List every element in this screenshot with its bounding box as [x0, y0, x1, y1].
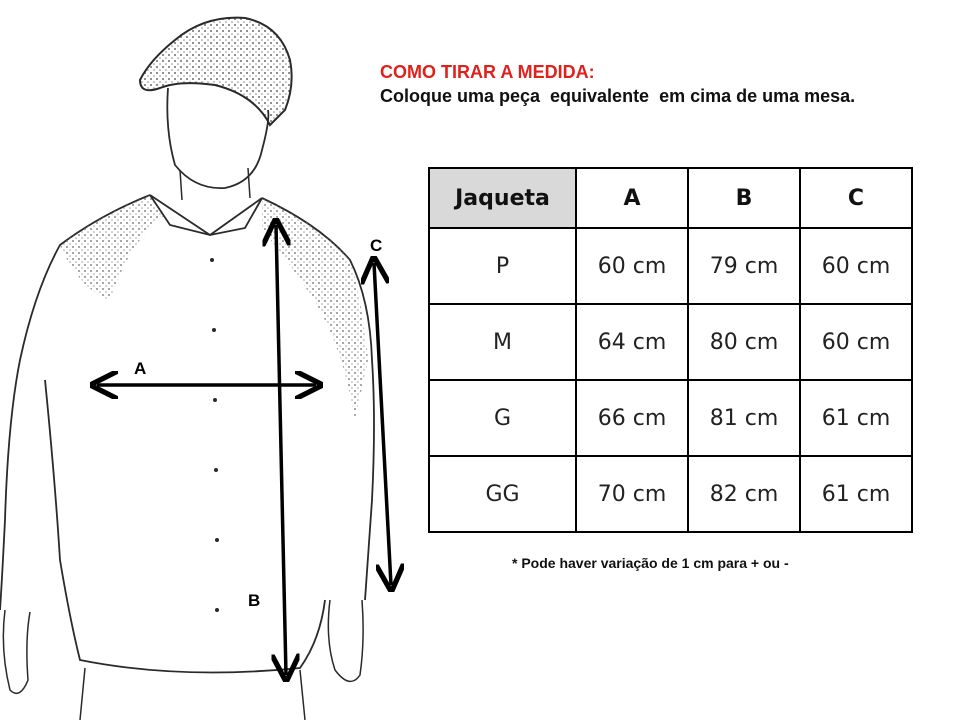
measure-cell: 64 cm: [576, 304, 688, 380]
variation-note: * Pode haver variação de 1 cm para + ou -: [512, 555, 789, 571]
table-row: [429, 304, 912, 380]
button-row: [210, 258, 219, 612]
heading-instruction: Coloque uma peça equivalente em cima de uma mesa.: [380, 86, 856, 106]
label-b: B: [248, 591, 261, 610]
pants-outline: [80, 668, 305, 720]
table-row: [429, 456, 912, 532]
right-hand-outline: [328, 600, 363, 681]
measure-cell: 80 cm: [688, 304, 800, 380]
label-c: C: [370, 236, 383, 255]
arrow-c: [374, 263, 391, 585]
collar-outline: [150, 195, 262, 235]
table-header-cell: Jaqueta: [429, 168, 576, 228]
measure-cell: 66 cm: [576, 380, 688, 456]
measure-cell: 70 cm: [576, 456, 688, 532]
shoulder-shading: [60, 195, 165, 300]
measure-cell: 60 cm: [800, 304, 912, 380]
arrow-b: [276, 225, 286, 675]
size-table: [428, 167, 913, 533]
measure-cell: 79 cm: [688, 228, 800, 304]
size-cell: P: [429, 228, 576, 304]
heading-title: COMO TIRAR A MEDIDA:: [380, 62, 595, 82]
measure-cell: 60 cm: [576, 228, 688, 304]
left-hand-outline: [3, 610, 30, 693]
jacket-figure: [0, 0, 420, 720]
neck-outline: [180, 168, 250, 200]
measure-cell: 61 cm: [800, 380, 912, 456]
table-row: [429, 228, 912, 304]
table-header-cell: B: [688, 168, 800, 228]
size-cell: G: [429, 380, 576, 456]
instructions-heading: [380, 60, 950, 108]
measure-cell: 81 cm: [688, 380, 800, 456]
table-header-row: [429, 168, 912, 228]
measure-cell: 60 cm: [800, 228, 912, 304]
size-cell: M: [429, 304, 576, 380]
table-header-cell: A: [576, 168, 688, 228]
size-cell: GG: [429, 456, 576, 532]
measure-cell: 61 cm: [800, 456, 912, 532]
table-row: [429, 380, 912, 456]
cap-icon: [140, 18, 292, 125]
label-a: A: [134, 359, 147, 378]
table-header-cell: C: [800, 168, 912, 228]
measure-cell: 82 cm: [688, 456, 800, 532]
